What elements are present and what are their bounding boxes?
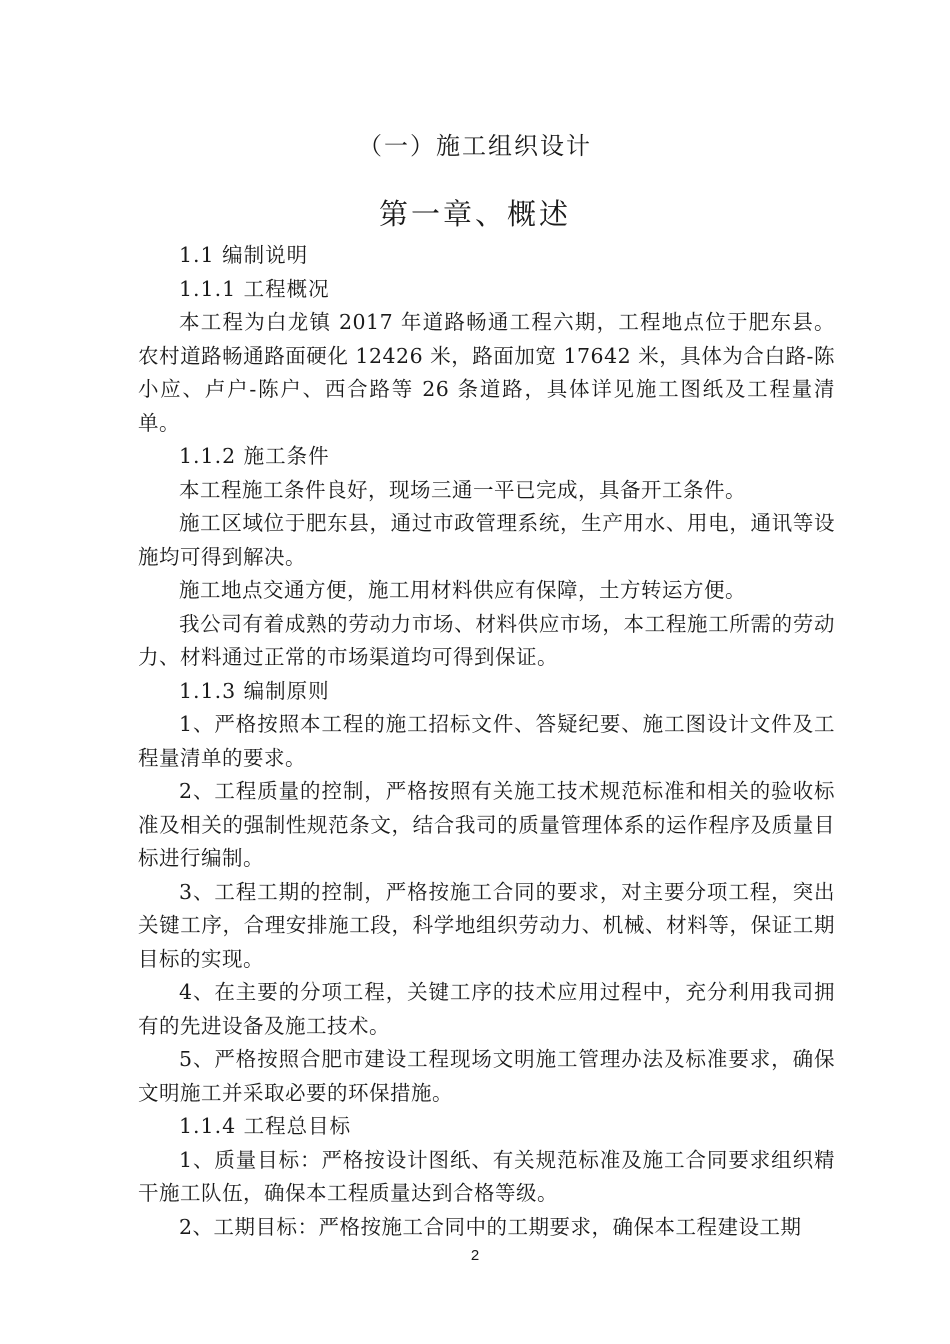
paragraph-conditions-2: 施工区域位于肥东县，通过市政管理系统，生产用水、用电，通讯等设施均可得到解决。 (138, 511, 835, 569)
paragraph-conditions-1: 本工程施工条件良好，现场三通一平已完成，具备开工条件。 (179, 477, 746, 502)
paragraph-principle-2: 2、工程质量的控制，严格按照有关施工技术规范标准和相关的验收标准及相关的强制性规范条文，结合我司的质量管理体系的运作程序及质量目标进行编制。 (138, 779, 835, 870)
chapter-title: 第一章、概述 (378, 197, 571, 231)
section-title: （一）施工组织设计 (358, 132, 592, 160)
heading-1-1: 1.1 编制说明 (179, 243, 309, 267)
heading-1-1-4: 1.1.4 工程总目标 (179, 1114, 352, 1138)
paragraph-principle-5: 5、严格按照合肥市建设工程现场文明施工管理办法及标准要求，确保文明施工并采取必要的环保措施。 (138, 1047, 835, 1105)
paragraph-principle-1: 1、严格按照本工程的施工招标文件、答疑纪要、施工图设计文件及工程量清单的要求。 (138, 712, 835, 770)
body-text (138, 239, 835, 1244)
heading-1-1-2: 1.1.2 施工条件 (179, 444, 330, 468)
heading-1-1-1: 1.1.1 工程概况 (179, 276, 330, 301)
paragraph-conditions-4: 我公司有着成熟的劳动力市场、材料供应市场，本工程施工所需的劳动力、材料通过正常的市场渠道均可得到保证。 (138, 611, 835, 669)
paragraph-principle-3: 3、工程工期的控制，严格按施工合同的要求，对主要分项工程，突出关键工序，合理安排施工段，科学地组织劳动力、机械、材料等，保证工期目标的实现。 (138, 879, 835, 971)
paragraph-conditions-3: 施工地点交通方便，施工用材料供应有保障，土方转运方便。 (179, 578, 746, 602)
page-number: 2 (470, 1247, 480, 1264)
paragraph-goal-2: 2、工期目标：严格按施工合同中的工期要求，确保本工程建设工期 (179, 1214, 802, 1239)
heading-1-1-3: 1.1.3 编制原则 (179, 678, 330, 703)
paragraph-project-overview: 本工程为白龙镇 2017 年道路畅通工程六期，工程地点位于肥东县。农村道路畅通路面硬化 12426 米，路面加宽 17642 米，具体为合白路-陈小应、卢户-陈户、西合路等 26 条道路，具体详见施工图纸及工程量清单。 (138, 310, 835, 435)
paragraph-principle-4: 4、在主要的分项工程，关键工序的技术应用过程中，充分利用我司拥有的先进设备及施工技术。 (138, 980, 835, 1038)
paragraph-goal-1: 1、质量目标：严格按设计图纸、有关规范标准及施工合同要求组织精干施工队伍，确保本工程质量达到合格等级。 (138, 1147, 835, 1205)
